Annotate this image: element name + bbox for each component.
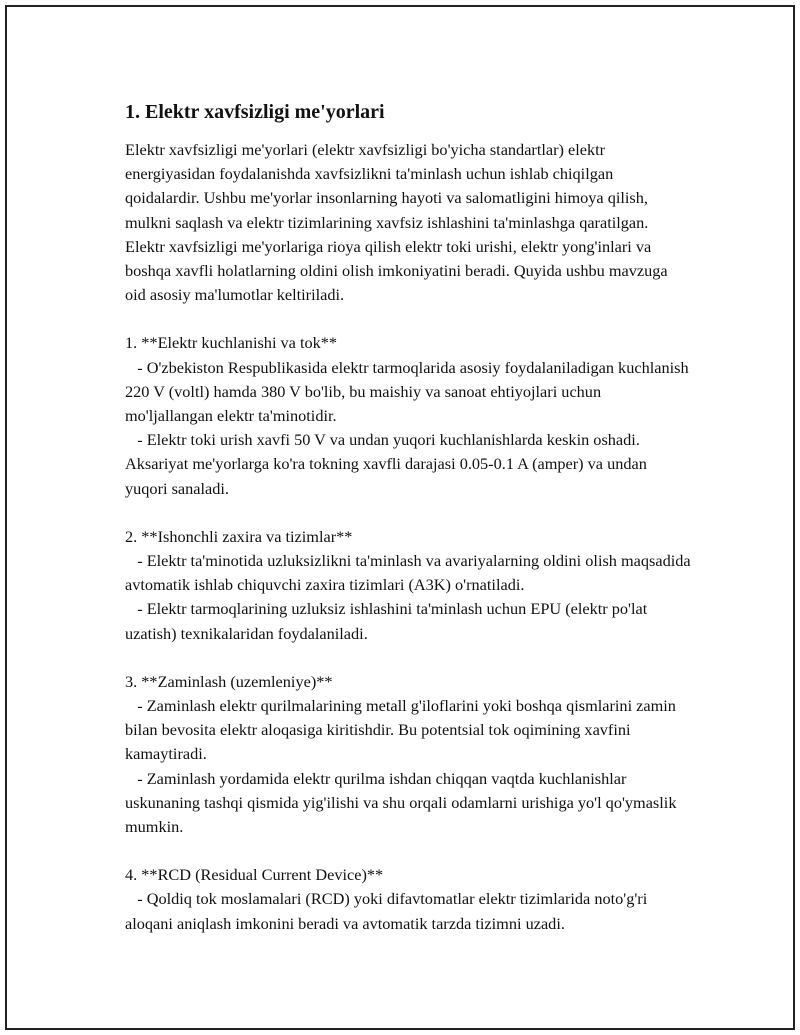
list-item: - Zaminlash elektr qurilmalarining metall g'iloflarini yoki boshqa qismlarini zamin bilan bevosita elektr aloqasiga kiritishdir. Bu potentsial tok oqimining xavfini kamaytiradi. xyxy=(125,696,681,764)
section-rcd xyxy=(125,863,691,936)
section-grounding xyxy=(125,670,691,839)
section-title: 2. **Ishonchli zaxira va tizimlar** xyxy=(125,526,353,546)
list-item: - O'zbekiston Respublikasida elektr tarmoqlarida asosiy foydalaniladigan kuchlanish 220 V (voltl) hamda 380 V bo'lib, bu maishiy va sanoat ehtiyojlari uchun mo'ljallangan elektr ta'minotidir. xyxy=(125,357,693,426)
list-item: - Elektr toki urish xavfi 50 V va undan yuqori kuchlanishlarda keskin oshadi. Aksariyat me'yorlarga ko'ra tokning xavfli darajasi 0.05-0.1 A (amper) va undan yuqori sanaladi. xyxy=(125,430,651,498)
section-title: 4. **RCD (Residual Current Device)** xyxy=(125,865,384,885)
section-voltage-current xyxy=(125,331,691,500)
document-body xyxy=(125,99,695,960)
section-backup-systems xyxy=(125,525,695,646)
list-item: - Zaminlash yordamida elektr qurilma ishdan chiqqan vaqtda kuchlanishlar uskunaning tashqi qismida yig'ilishi va shu orqali odamlarni urishiga yo'l qo'ymaslik mumkin. xyxy=(125,768,681,837)
page-title: 1. Elektr xavfsizligi me'yorlari xyxy=(125,101,385,123)
list-item: - Elektr ta'minotida uzluksizlikni ta'minlash va avariyalarning oldini olish maqsadida avtomatik ishlab chiquvchi zaxira tizimlari (A3K) o'rnatiladi. xyxy=(125,551,695,595)
intro-paragraph: Elektr xavfsizligi me'yorlari (elektr xavfsizligi bo'yicha standartlar) elektr energiyasidan foydalanishda xavfsizlikni ta'minlash uchun ishlab chiqilgan qoidalardir. Ushbu me'yorlar insonlarning hayoti va salomatligini himoya qilish, mulkni saqlash va elektr tizimlarining xavfsiz ishlashini ta'minlashga qaratilgan. Elektr xavfsizligi me'yorlariga rioya qilish elektr toki urishi, elektr yong'inlari va boshqa xavfli holatlarning oldini olish imkoniyatini beradi. Quyida ushbu mavzuga oid asosiy ma'lumotlar keltiriladi. xyxy=(125,140,668,305)
page-frame xyxy=(5,5,795,1030)
section-title: 1. **Elektr kuchlanishi va tok** xyxy=(125,333,338,353)
section-title: 3. **Zaminlash (uzemleniye)** xyxy=(125,671,333,691)
list-item: - Elektr tarmoqlarining uzluksiz ishlashini ta'minlash uchun EPU (elektr po'lat uzatish) texnikalaridan foydalaniladi. xyxy=(125,599,652,643)
list-item: - Qoldiq tok moslamalari (RCD) yoki difavtomatlar elektr tizimlarida noto'g'ri aloqani aniqlash imkonini beradi va avtomatik tarzda tizimni uzadi. xyxy=(125,889,652,933)
